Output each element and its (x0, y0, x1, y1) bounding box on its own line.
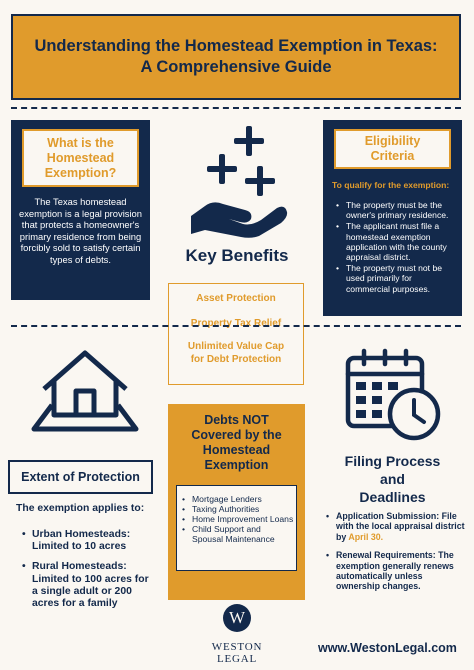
hand-with-plus-signs-icon (185, 120, 290, 240)
list-item: • The applicant must file a homestead exemption application with the county appraisal district. (336, 221, 458, 262)
eligibility-list (336, 200, 458, 295)
debts-heading-line4: Exemption (204, 458, 269, 472)
page-title-line1: Understanding the Homestead Exemption in Texas: (34, 37, 438, 55)
benefit-item: Property Tax Relief (190, 318, 282, 329)
website-link[interactable]: www.WestonLegal.com (318, 641, 457, 655)
what-is-heading-line2: Homestead (46, 150, 115, 165)
list-item: • Child Support and Spousal Maintenance (182, 524, 294, 544)
filing-heading-line1: Filing Process (344, 453, 441, 469)
list-item: • Taxing Authorities (182, 504, 294, 514)
list-item: • Urban Homesteads: Limited to 10 acres (22, 529, 154, 553)
eligibility-heading-line1: Eligibility (364, 134, 421, 148)
filing-item-text: Application Submission: File with the local appraisal district by (336, 511, 465, 542)
debts-heading-line2: Covered by the (191, 428, 282, 442)
filing-heading-line3: Deadlines (359, 489, 426, 505)
page-title-line2: A Comprehensive Guide (140, 58, 332, 76)
debts-list (182, 494, 294, 544)
benefit-item: Asset Protection (196, 293, 276, 304)
benefit-item: for Debt Protection (190, 354, 282, 365)
house-icon (30, 345, 140, 435)
eligibility-heading-line2: Criteria (370, 149, 415, 163)
benefits-box (168, 283, 304, 385)
what-is-heading-line3: Exemption? (44, 165, 117, 180)
eligibility-intro: To qualify for the exemption: (332, 180, 450, 190)
what-is-heading-box (22, 129, 139, 187)
filing-heading (320, 452, 465, 506)
extent-heading-box (8, 460, 153, 494)
list-item (326, 550, 466, 592)
list-item: • Mortgage Lenders (182, 494, 294, 504)
list-item: • The property must be the owner's primary residence. (336, 200, 458, 220)
filing-deadline: April 30. (348, 531, 384, 542)
extent-list (22, 529, 154, 618)
list-item: • Rural Homesteads: Limited to 100 acres for a single adult or 200 acres for a family (22, 561, 154, 610)
list-item: • The property must not be used primarily for commercial purposes. (336, 263, 458, 294)
filing-heading-line2: and (380, 471, 405, 487)
benefit-item: Unlimited Value Cap (187, 341, 285, 352)
debts-heading (172, 413, 301, 473)
logo-text: WESTON LEGAL (211, 641, 263, 665)
what-is-heading-line1: What is the (47, 135, 114, 150)
list-item: • Home Improvement Loans (182, 514, 294, 524)
filing-list (326, 511, 466, 600)
extent-intro: The exemption applies to: (16, 503, 145, 514)
key-benefits-heading: Key Benefits (185, 246, 289, 265)
debts-heading-line3: Homestead (202, 443, 271, 457)
divider-top (11, 107, 461, 109)
extent-heading: Extent of Protection (21, 470, 140, 484)
what-is-body: The Texas homestead exemption is a legal provision that protects a homeowner's primary residence from being forcibly sold to satisfy certain types of debts. (19, 196, 142, 265)
list-item (326, 511, 466, 542)
title-banner (11, 14, 461, 100)
calendar-clock-icon (342, 348, 442, 443)
filing-item-text: Renewal Requirements: The exemption generally renews automatically unless ownership changes. (336, 550, 454, 592)
divider-middle (11, 325, 461, 327)
weston-legal-logo (190, 604, 284, 665)
eligibility-heading-box (334, 129, 451, 169)
logo-emblem: W (223, 604, 251, 632)
debts-heading-line1: Debts NOT (204, 413, 269, 427)
